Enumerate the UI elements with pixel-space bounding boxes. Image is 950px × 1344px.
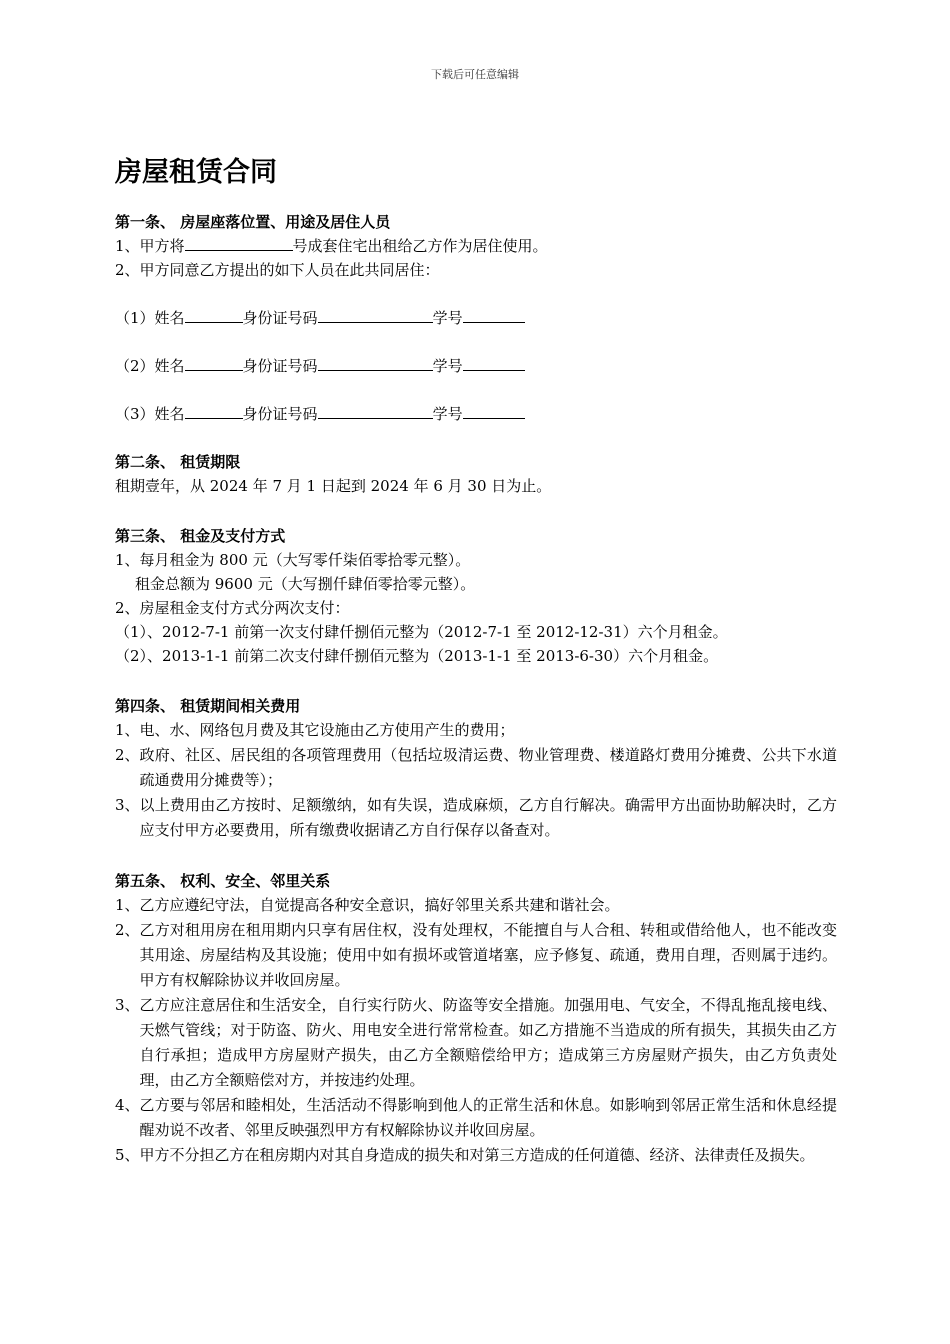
s5-item-2 [115,918,837,993]
person-3-id-label: 身份证号码 [242,405,318,423]
s5-item-4 [115,1093,837,1143]
payment-method-line: 2、房屋租金支付方式分两次支付： [115,599,350,617]
s4-item-3-text: 以上费用由乙方按时、足额缴纳，如有失误，造成麻烦，乙方自行解决。确需甲方出面协助解决时，乙方应支付甲方必要费用，所有缴费收据请乙方自行保存以备查对。 [139,796,837,839]
section-4-heading: 第四条、 租赁期间相关费用 [115,697,301,715]
s5-item-3-text: 乙方应注意居住和生活安全，自行实行防火、防盗等安全措施。加强用电、气安全，不得乱拖乱接电线、天燃气管线；对于防盗、防火、用电安全进行常常检查。如乙方措施不当造成的所有损失，其损失由乙方自行承担；造成甲方房屋财产损失，由乙方全额赔偿给甲方；造成第三方房屋财产损失，由乙方负责处理，由乙方全额赔偿对方，并按违约处理。 [139,996,837,1089]
s5-item-3-num: 3、 [115,996,140,1014]
section-3-heading: 第三条、 租金及支付方式 [115,527,286,545]
section-2-heading: 第二条、 租赁期限 [115,453,241,471]
s4-item-1 [115,718,837,743]
house-number-blank [185,234,293,251]
person-1-label: （1）姓名 [115,309,185,327]
payment-1-line: （1）、2012-7-1 前第一次支付肆仟捌佰元整为（2012-7-1 至 2012-12-31）六个月租金。 [115,623,728,641]
s1-item-2: 2、甲方同意乙方提出的如下人员在此共同居住： [115,261,440,279]
person-1-name-blank [185,306,243,323]
person-3-name-blank [185,402,243,419]
s5-item-5 [115,1143,837,1168]
s4-item-3-num: 3、 [115,796,140,814]
person-2-id-label: 身份证号码 [242,357,318,375]
document-title: 房屋租赁合同 [115,157,277,188]
s1-item-1-suffix: 号成套住宅出租给乙方作为居住使用。 [292,237,548,255]
s5-item-5-num: 5、 [115,1146,140,1164]
person-1-id-label: 身份证号码 [242,309,318,327]
person-3-id-blank [318,402,433,419]
s4-item-3 [115,793,837,843]
lease-term-text: 租期壹年，从 2024 年 7 月 1 日起到 2024 年 6 月 30 日为止。 [115,477,552,495]
s5-item-5-text: 甲方不分担乙方在租房期内对其自身造成的损失和对第三方造成的任何道德、经济、法律责任及损失。 [139,1146,815,1164]
person-row-2 [115,354,837,378]
s5-item-2-num: 2、 [115,921,140,939]
person-2-sn-label: 学号 [432,357,463,375]
s5-item-1-num: 1、 [115,896,140,914]
monthly-rent-line: 1、每月租金为 800 元（大写零仟柒佰零拾零元整）。 [115,551,471,569]
payment-2-line: （2）、2013-1-1 前第二次支付肆仟捌佰元整为（2013-1-1 至 2013-6-30）六个月租金。 [115,647,719,665]
person-2-name-blank [185,354,243,371]
s4-item-2 [115,743,837,793]
person-2-id-blank [318,354,433,371]
s5-item-1 [115,893,837,918]
s4-item-1-num: 1、 [115,721,140,739]
person-3-sn-label: 学号 [432,405,463,423]
section-1-heading: 第一条、 房屋座落位置、用途及居住人员 [115,213,391,231]
person-1-sn-label: 学号 [432,309,463,327]
s5-item-1-text: 乙方应遵纪守法，自觉提高各种安全意识，搞好邻里关系共建和谐社会。 [139,896,620,914]
s5-item-3 [115,993,837,1093]
person-2-label: （2）姓名 [115,357,185,375]
person-2-sn-blank [463,354,525,371]
s5-item-4-text: 乙方要与邻居和睦相处，生活活动不得影响到他人的正常生活和休息。如影响到邻居正常生活和休息经提醒劝说不改者、邻里反映强烈甲方有权解除协议并收回房屋。 [139,1096,837,1139]
person-row-3 [115,402,837,426]
person-3-sn-blank [463,402,525,419]
total-rent-line: 租金总额为 9600 元（大写捌仟肆佰零拾零元整）。 [135,575,476,593]
person-1-id-blank [318,306,433,323]
section-5-heading: 第五条、 权利、安全、邻里关系 [115,872,331,890]
s4-item-1-text: 电、水、网络包月费及其它设施由乙方使用产生的费用； [139,721,515,739]
person-1-sn-blank [463,306,525,323]
header-note: 下载后可任意编辑 [431,68,519,81]
s5-item-2-text: 乙方对租用房在租用期内只享有居住权，没有处理权，不能擅自与人合租、转租或借给他人，也不能改变其用途、房屋结构及其设施；使用中如有损坏或管道堵塞，应予修复、疏通，费用自理，否则属于违约。甲方有权解除协议并收回房屋。 [139,921,837,989]
s1-item-1 [115,234,837,258]
person-3-label: （3）姓名 [115,405,185,423]
s4-item-2-text: 政府、社区、居民组的各项管理费用（包括垃圾清运费、物业管理费、楼道路灯费用分摊费、公共下水道疏通费用分摊费等）； [139,746,837,789]
person-row-1 [115,306,837,330]
document-body [115,150,837,1168]
s4-item-2-num: 2、 [115,746,140,764]
s5-item-4-num: 4、 [115,1096,140,1114]
s1-item-1-prefix: 1、甲方将 [115,237,185,255]
